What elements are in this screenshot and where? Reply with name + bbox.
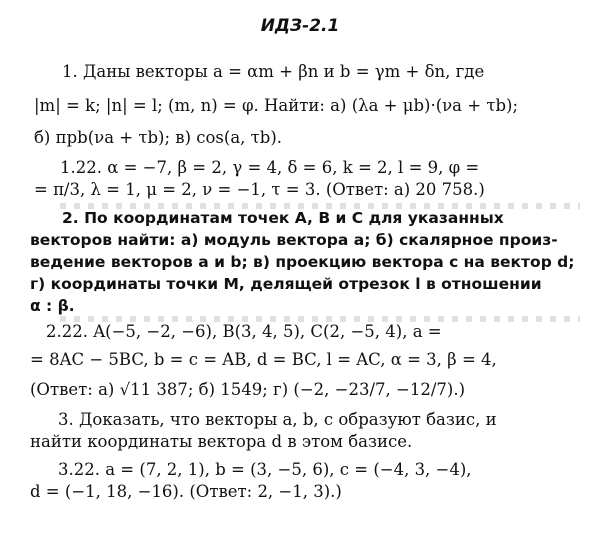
task1-line1: 1. Даны векторы a = αm + βn и b = γm + δn, где <box>62 62 485 81</box>
task2-line3: ведение векторов a и b; в) проекцию вектора c на вектор d; <box>30 253 575 271</box>
task2-line1: 2. По координатам точек A, B и C для указанных <box>62 209 504 227</box>
variant-3-22-line2: d = (−1, 18, −16). (Ответ: 2, −1, 3).) <box>30 482 342 501</box>
task2-line5: α : β. <box>30 297 75 315</box>
variant-2-22-line2: = 8AC − 5BC, b = c = AB, d = BC, l = AC, α = 3, β = 4, <box>30 350 497 369</box>
variant-1-22-line1: 1.22. α = −7, β = 2, γ = 4, δ = 6, k = 2, l = 9, φ = <box>60 158 480 177</box>
page-title: ИДЗ-2.1 <box>260 16 340 36</box>
variant-2-22-line1: 2.22. A(−5, −2, −6), B(3, 4, 5), C(2, −5, 4), a = <box>46 322 442 341</box>
task1-line2: |m| = k; |n| = l; (m, n) = φ. Найти: а) (λa + μb)·(νa + τb); <box>34 96 519 115</box>
task3-line2: найти координаты вектора d в этом базисе. <box>30 432 413 451</box>
variant-2-22-answer: (Ответ: а) √11 387; б) 1549; г) (−2, −23/7, −12/7).) <box>30 380 466 399</box>
variant-3-22-line1: 3.22. a = (7, 2, 1), b = (3, −5, 6), c = (−4, 3, −4), <box>58 460 472 479</box>
task1-line3: б) прb(νa + τb); в) cos(a, τb). <box>34 128 283 147</box>
task2-line4: г) координаты точки M, делящей отрезок l в отношении <box>30 275 542 293</box>
task2-line2: векторов найти: а) модуль вектора a; б) скалярное произ- <box>30 231 558 249</box>
variant-1-22-line2: = π/3, λ = 1, μ = 2, ν = −1, τ = 3. (Ответ: а) 20 758.) <box>34 180 485 199</box>
task3-line1: 3. Доказать, что векторы a, b, c образуют базис, и <box>58 410 497 429</box>
